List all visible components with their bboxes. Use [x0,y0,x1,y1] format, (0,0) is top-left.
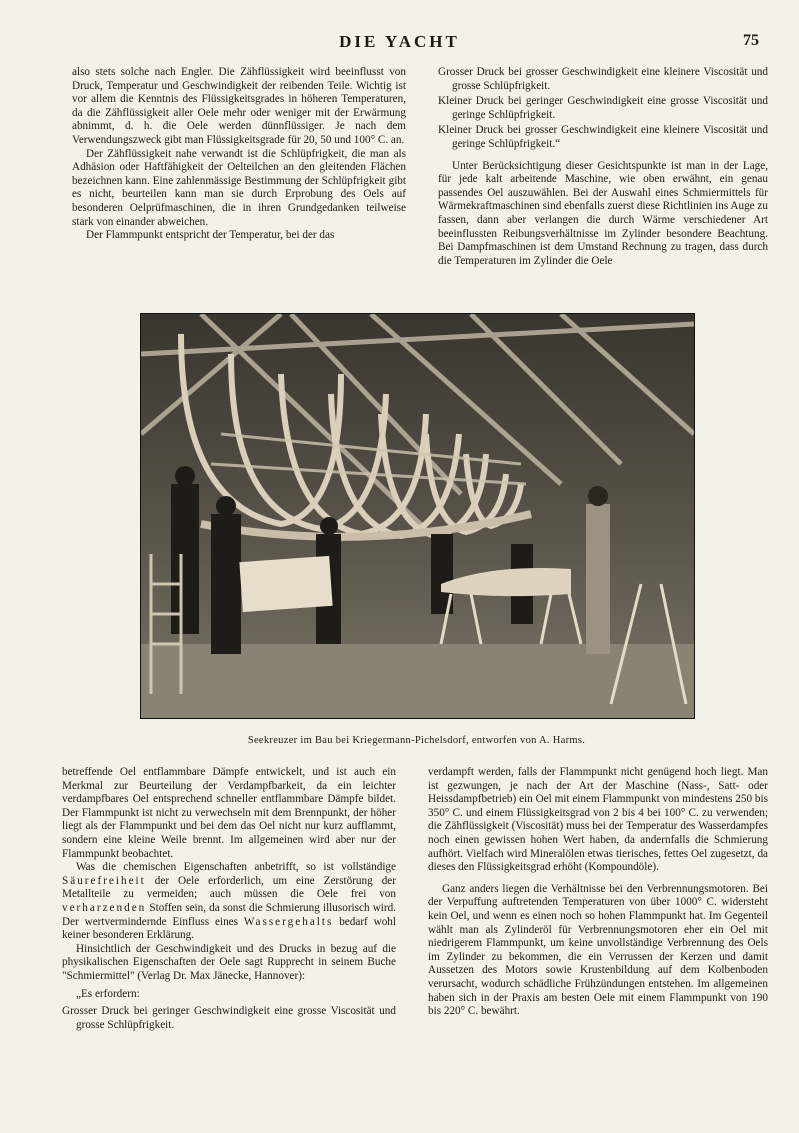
text-run: der Oele erforderlich, um eine Zerstörung der Metallteile zu vermeiden; auch müssen die Oele frei von [62,874,396,901]
paragraph: Hinsichtlich der Geschwindigkeit und des Drucks in bezug auf die physikalischen Eigenschaften der Oele sagt Rupprecht in seinem Buche "Schmiermittel" (Verlag Dr. Max Jänecke, Hannover): [62,942,396,982]
text-run: Was die chemischen Eigenschaften anbetrifft, so ist vollständige [76,861,396,874]
quote-item: Grosser Druck bei geringer Geschwindigkeit eine grosse Viscosität und grosse Schlüpfrigkeit. [62,1005,396,1031]
emphasis: Säurefreiheit [62,874,146,887]
paragraph [62,861,396,943]
top-left-column [72,66,406,243]
boat-construction-photo [140,313,695,719]
paragraph: also stets solche nach Engler. Die Zähflüssigkeit wird beeinflusst von Druck, Temperatur und Geschwindigkeit der reibenden Teile. Wichtig ist vor allem die Kenntnis des Flüssigkeitsgrades in höheren Temperaturen, da die Zähflüssigkeit aller Oele mehr oder weniger mit der Erwärmung abnimmt, d. h. die Oele werden dünnflüssiger. Je nach dem Verwendungszweck gibt man Flüssigkeitsgrade für 20, 50 und 100° C. an. [72,66,406,146]
bottom-left-column [62,766,396,1034]
emphasis: verharzenden [62,901,147,914]
bottom-right-column [428,766,768,1019]
text-run: bedarf wohl keiner besonderen Erklärung. [62,915,397,942]
page-number: 75 [743,32,759,49]
paragraph: Ganz anders liegen die Verhältnisse bei den Verbrennungsmotoren. Bei der Verpuffung auftretenden Temperaturen von über 1000° C. widersteht kein Oel, und wenn es einen noch so hohen Flammpunkt hat. Im Gegenteil wählt man als Zylinderöl für Verbrennungsmotoren eher ein Oel mit niedrigerem Flammpunkt, um keine unvollständige Verbrennung des Oels im Zylinder zu bekommen, die ein Verrussen der Kerzen und damit Aussetzen des Motors sowie Krustenbildung auf dem Kolbenboden verursacht, wodurch schädliche Frühzündungen entstehen. Im allgemeinen haben sich in der Praxis am besten Oele mit einem Flammpunkt von 190 bis 220° C. bewährt. [428,882,768,1018]
paragraph: Der Flammpunkt entspricht der Temperatur, bei der das [86,229,335,242]
photo-caption: Seekreuzer im Bau bei Kriegermann-Pichelsdorf, entworfen von A. Harms. [247,735,586,746]
paragraph: verdampft werden, falls der Flammpunkt nicht genügend hoch liegt. Man ist gezwungen, je nach der Art der Maschine (Nass-, Satt- oder Heissdampfbetrieb) ein Oel mit einem Flammpunkt von mindestens 250 bis 350° C. und einem Flüssigkeitsgrad von 2 bis 4 bei 100° C. zu verwenden; die Zähflüssigkeit (Viscosität) muss bei der Temperatur des Wasserdampfes noch einen gewissen hohen Wert haben, da andernfalls die Schmierung aufhört. Vielfach wird Mineralölen etwas tierisches, fettes Oel zugesetzt, da dieses den Flüssigkeitsgrad erhöht (Kompoundöle). [428,766,768,874]
paragraph: betreffende Oel entflammbare Dämpfe entwickelt, und ist auch ein Merkmal zur Beurteilung der Verdampfbarkeit, da ein leichter verdampfbares Oel entsprechend schneller entflammbare Dämpfe bildet. Der Flammpunkt ist nicht zu verwechseln mit dem Brennpunkt, der höher liegt als der Flammpunkt und bei dem das Oel nicht nur kurz aufflammt, sondern eine kleine Weile brennt. Im allgemeinen wird aber nur der Flammpunkt beobachtet. [62,766,396,860]
paragraph: Unter Berücksichtigung dieser Gesichtspunkte ist man in der Lage, für jede kalt arbeitende Maschine, wie oben erwähnt, ein genau passendes Oel auszuwählen. Bei der Auswahl eines Schmiermittels für Wärmekraftmaschinen sind ebenfalls zuerst diese Richtlinien ins Auge zu fassen, dann aber verlangen die durch Wärme verschiedener Art beeinflussten Reibungsverhältnisse im Zylinder besondere Beachtung. Bei Dampfmaschinen ist dem Umstand Rechnung zu tragen, dass durch die Temperaturen im Zylinder die Oele [438,159,768,267]
top-right-column [438,66,768,268]
quote-item: Grosser Druck bei grosser Geschwindigkeit eine kleinere Viscosität und grosse Schlüpfrigkeit. [438,66,768,92]
page-header-title: DIE YACHT [339,32,460,51]
photo-illustration [141,314,694,718]
quote-item: Kleiner Druck bei geringer Geschwindigkeit eine grosse Viscosität und geringe Schlüpfrigkeit. [438,95,768,121]
paragraph: „Es erfordern: [76,987,140,1000]
quote-item: Kleiner Druck bei grosser Geschwindigkeit eine kleinere Viscosität und geringe Schlüpfrigkeit.“ [438,124,768,150]
paragraph: Der Zähflüssigkeit nahe verwandt ist die Schlüpfrigkeit, die man als Adhäsion oder Haftfähigkeit der Oelteilchen an den gleitenden Flächen bezeichnen kann. Eine zahlenmässige Bestimmung der Schlüpfrigkeit gibt es nicht, beurteilen kann man sie durch Erprobung des Oels auf besonderen Oelprüfmaschinen, die in ihren Grundgedanken teilweise stark von einander abweichen. [72,147,406,228]
emphasis: Wassergehalts [243,915,334,928]
text-run: Stoffen sein, da sonst die Schmierung illusorisch wird. Der wertvermindernde Einfluss eines [62,901,396,928]
